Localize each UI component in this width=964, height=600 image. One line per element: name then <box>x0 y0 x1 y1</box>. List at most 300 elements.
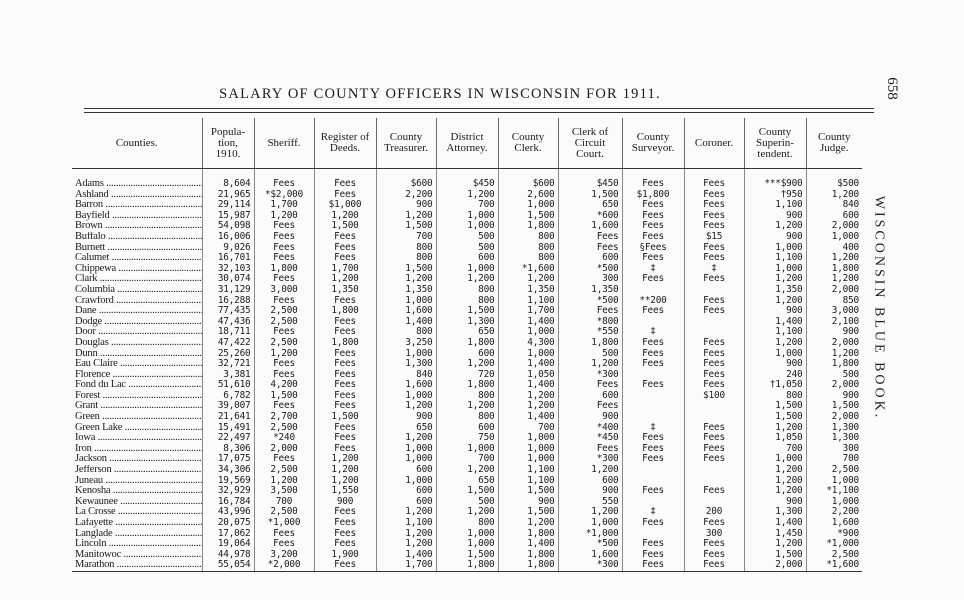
value-cell: 15,491 <box>202 423 254 434</box>
table-row <box>72 274 862 285</box>
value-cell: 1,500 <box>436 550 498 561</box>
value-cell: 2,500 <box>806 550 862 561</box>
column-header: Clerk of Circuit Court. <box>558 118 622 169</box>
value-cell: Fees <box>314 518 376 529</box>
value-cell: 1,100 <box>498 476 558 487</box>
value-cell: 1,400 <box>498 412 558 423</box>
value-cell: Fees <box>684 486 744 497</box>
value-cell: 600 <box>376 465 436 476</box>
value-cell: 800 <box>498 253 558 264</box>
value-cell: 39,007 <box>202 401 254 412</box>
value-cell <box>684 476 744 487</box>
value-cell: 800 <box>376 243 436 254</box>
county-name-cell <box>72 221 202 232</box>
value-cell: 800 <box>436 518 498 529</box>
value-cell: Fees <box>314 349 376 360</box>
value-cell: Fees <box>314 560 376 571</box>
value-cell: 1,000 <box>806 497 862 508</box>
value-cell: 44,978 <box>202 550 254 561</box>
value-cell: 19,569 <box>202 476 254 487</box>
value-cell: *1,600 <box>498 264 558 275</box>
value-cell: 2,200 <box>376 190 436 201</box>
value-cell <box>684 465 744 476</box>
value-cell: Fees <box>622 433 684 444</box>
county-name: Crawford ..... <box>75 296 202 306</box>
county-name: Lafayette ..... <box>75 518 202 528</box>
table-row <box>72 349 862 360</box>
value-cell: 1,550 <box>314 486 376 497</box>
county-name-cell <box>72 274 202 285</box>
value-cell: Fees <box>684 243 744 254</box>
county-name-cell <box>72 169 202 190</box>
value-cell: 1,400 <box>376 550 436 561</box>
value-cell: 1,200 <box>744 423 806 434</box>
value-cell: *400 <box>558 423 622 434</box>
value-cell: 2,500 <box>254 465 314 476</box>
table-row <box>72 338 862 349</box>
value-cell: 900 <box>314 497 376 508</box>
column-header: Sheriff. <box>254 118 314 169</box>
value-cell: 1,000 <box>376 444 436 455</box>
county-name: Adams ..... <box>75 178 202 189</box>
value-cell: 900 <box>558 486 622 497</box>
value-cell: 700 <box>744 444 806 455</box>
column-header: Coroner. <box>684 118 744 169</box>
value-cell: 240 <box>744 370 806 381</box>
value-cell: 1,200 <box>744 296 806 307</box>
value-cell: 1,300 <box>376 359 436 370</box>
value-cell: 1,700 <box>314 264 376 275</box>
value-cell: 1,200 <box>436 359 498 370</box>
value-cell: 1,500 <box>314 221 376 232</box>
value-cell: 1,800 <box>498 221 558 232</box>
county-name-cell <box>72 507 202 518</box>
value-cell: 2,500 <box>254 507 314 518</box>
value-cell: Fees <box>314 401 376 412</box>
value-cell: ‡ <box>622 264 684 275</box>
table-row <box>72 444 862 455</box>
value-cell: 21,965 <box>202 190 254 201</box>
value-cell: 300 <box>684 529 744 540</box>
county-name: Marathon ..... <box>75 560 202 570</box>
value-cell: 500 <box>436 243 498 254</box>
value-cell: 1,500 <box>376 264 436 275</box>
value-cell: 1,400 <box>498 380 558 391</box>
county-name-cell <box>72 401 202 412</box>
table-row <box>72 221 862 232</box>
value-cell: Fees <box>254 296 314 307</box>
value-cell: 600 <box>376 497 436 508</box>
value-cell: 1,000 <box>436 211 498 222</box>
value-cell: 800 <box>498 232 558 243</box>
value-cell: 1,200 <box>558 465 622 476</box>
value-cell: 1,200 <box>436 465 498 476</box>
table-body <box>72 169 862 572</box>
value-cell: Fees <box>314 433 376 444</box>
value-cell: Fees <box>684 274 744 285</box>
table-row <box>72 200 862 211</box>
county-name: Manitowoc ..... <box>75 550 202 560</box>
value-cell <box>684 401 744 412</box>
county-name: Green ..... <box>75 412 202 422</box>
value-cell: 1,600 <box>558 550 622 561</box>
value-cell: 500 <box>806 370 862 381</box>
value-cell: 1,500 <box>498 507 558 518</box>
value-cell: $100 <box>684 391 744 402</box>
county-name-cell <box>72 550 202 561</box>
value-cell: 600 <box>558 391 622 402</box>
table-row <box>72 560 862 571</box>
table-row <box>72 253 862 264</box>
value-cell: 900 <box>744 232 806 243</box>
table-row <box>72 465 862 476</box>
value-cell: 1,400 <box>498 359 558 370</box>
value-cell: 800 <box>376 253 436 264</box>
value-cell: 2,200 <box>806 507 862 518</box>
column-header: Popula-tion, 1910. <box>202 118 254 169</box>
value-cell: 1,450 <box>744 529 806 540</box>
value-cell: $1,000 <box>314 200 376 211</box>
value-cell: 3,500 <box>254 486 314 497</box>
value-cell: 1,500 <box>314 412 376 423</box>
table-row <box>72 476 862 487</box>
value-cell: Fees <box>558 401 622 412</box>
value-cell: 77,435 <box>202 306 254 317</box>
county-name-cell <box>72 317 202 328</box>
value-cell: 650 <box>558 200 622 211</box>
value-cell: 3,200 <box>254 550 314 561</box>
value-cell: Fees <box>684 550 744 561</box>
value-cell: 900 <box>376 200 436 211</box>
value-cell: 1,200 <box>436 190 498 201</box>
value-cell: Fees <box>622 232 684 243</box>
county-name-cell <box>72 296 202 307</box>
value-cell: Fees <box>314 380 376 391</box>
value-cell: 700 <box>376 232 436 243</box>
county-name: Barron ..... <box>75 200 202 210</box>
running-head: WISCONSIN BLUE BOOK. <box>870 195 886 421</box>
table-row <box>72 296 862 307</box>
value-cell: 1,000 <box>436 444 498 455</box>
value-cell: 900 <box>744 359 806 370</box>
value-cell <box>684 497 744 508</box>
county-name-cell <box>72 412 202 423</box>
title-rule-double <box>84 112 874 113</box>
value-cell: Fees <box>622 211 684 222</box>
value-cell: 700 <box>498 423 558 434</box>
value-cell: 2,500 <box>254 317 314 328</box>
value-cell: Fees <box>558 444 622 455</box>
column-header: Counties. <box>72 118 202 169</box>
value-cell: 800 <box>744 391 806 402</box>
value-cell: Fees <box>684 338 744 349</box>
county-name: Douglas ..... <box>75 338 202 348</box>
value-cell: Fees <box>254 359 314 370</box>
value-cell: 3,250 <box>376 338 436 349</box>
value-cell: Fees <box>622 253 684 264</box>
county-name-cell <box>72 476 202 487</box>
value-cell <box>622 497 684 508</box>
value-cell: 1,000 <box>376 454 436 465</box>
value-cell: Fees <box>314 190 376 201</box>
column-header: County Judge. <box>806 118 862 169</box>
value-cell: 1,200 <box>744 221 806 232</box>
county-name: Dunn ..... <box>75 349 202 359</box>
value-cell: 1,600 <box>376 306 436 317</box>
value-cell: 43,996 <box>202 507 254 518</box>
value-cell: 2,500 <box>254 306 314 317</box>
value-cell: 19,064 <box>202 539 254 550</box>
county-name: Eau Claire ..... <box>75 359 202 369</box>
value-cell: 1,300 <box>806 423 862 434</box>
value-cell: 4,300 <box>498 338 558 349</box>
value-cell: 1,800 <box>254 264 314 275</box>
value-cell: Fees <box>314 507 376 518</box>
value-cell: Fees <box>684 560 744 571</box>
value-cell: Fees <box>622 550 684 561</box>
value-cell: 1,000 <box>498 444 558 455</box>
value-cell: Fees <box>314 529 376 540</box>
value-cell: 1,200 <box>744 274 806 285</box>
value-cell: Fees <box>622 444 684 455</box>
value-cell: 600 <box>558 253 622 264</box>
value-cell: *600 <box>558 211 622 222</box>
value-cell: †1,050 <box>744 380 806 391</box>
county-name: Brown ..... <box>75 221 202 231</box>
value-cell: ***$900 <box>744 169 806 190</box>
value-cell: 1,200 <box>314 465 376 476</box>
value-cell: 600 <box>436 423 498 434</box>
value-cell: 1,000 <box>376 296 436 307</box>
value-cell: 8,604 <box>202 169 254 190</box>
value-cell: 1,800 <box>436 338 498 349</box>
value-cell: 1,200 <box>436 507 498 518</box>
value-cell: 900 <box>744 306 806 317</box>
value-cell: 1,700 <box>254 200 314 211</box>
value-cell: Fees <box>314 370 376 381</box>
table-row <box>72 169 862 190</box>
value-cell: 3,000 <box>254 285 314 296</box>
value-cell: 1,350 <box>744 285 806 296</box>
value-cell <box>622 465 684 476</box>
value-cell: Fees <box>622 306 684 317</box>
value-cell: 1,200 <box>314 476 376 487</box>
value-cell: Fees <box>314 253 376 264</box>
value-cell: 25,260 <box>202 349 254 360</box>
table-row <box>72 306 862 317</box>
value-cell: 900 <box>744 497 806 508</box>
county-name: Chippewa ..... <box>75 264 202 274</box>
value-cell: Fees <box>622 338 684 349</box>
value-cell: 1,000 <box>806 476 862 487</box>
value-cell: 1,800 <box>806 359 862 370</box>
county-name-cell <box>72 285 202 296</box>
value-cell: 1,500 <box>744 412 806 423</box>
value-cell: Fees <box>684 359 744 370</box>
value-cell: 34,306 <box>202 465 254 476</box>
value-cell: 1,500 <box>744 550 806 561</box>
value-cell: 1,800 <box>498 529 558 540</box>
value-cell: 1,800 <box>558 338 622 349</box>
value-cell: *1,000 <box>806 539 862 550</box>
county-name: Buffalo ..... <box>75 232 202 242</box>
column-header: County Treasurer. <box>376 118 436 169</box>
value-cell: 16,784 <box>202 497 254 508</box>
value-cell: Fees <box>254 169 314 190</box>
page-title: SALARY OF COUNTY OFFICERS IN WISCONSIN FOR 1911. <box>219 86 661 102</box>
county-name: Langlade ..... <box>75 529 202 539</box>
value-cell: *500 <box>558 296 622 307</box>
value-cell: *500 <box>558 539 622 550</box>
value-cell: ‡ <box>622 423 684 434</box>
value-cell: 1,700 <box>498 306 558 317</box>
value-cell: 700 <box>436 454 498 465</box>
value-cell <box>622 317 684 328</box>
value-cell: Fees <box>558 232 622 243</box>
value-cell: 1,000 <box>498 349 558 360</box>
value-cell: 850 <box>806 296 862 307</box>
value-cell: 1,000 <box>744 264 806 275</box>
value-cell: 1,200 <box>806 253 862 264</box>
value-cell: Fees <box>314 359 376 370</box>
value-cell: *1,100 <box>806 486 862 497</box>
value-cell: 750 <box>436 433 498 444</box>
table-row <box>72 327 862 338</box>
county-name-cell <box>72 306 202 317</box>
value-cell: 16,288 <box>202 296 254 307</box>
value-cell: Fees <box>558 243 622 254</box>
table-row <box>72 550 862 561</box>
table-row <box>72 380 862 391</box>
value-cell: Fees <box>622 359 684 370</box>
value-cell: Fees <box>684 306 744 317</box>
value-cell: Fees <box>622 380 684 391</box>
value-cell: Fees <box>684 349 744 360</box>
value-cell: 1,800 <box>436 560 498 571</box>
value-cell: 8,306 <box>202 444 254 455</box>
county-name: Iowa ..... <box>75 433 202 443</box>
value-cell: 1,200 <box>254 349 314 360</box>
value-cell: Fees <box>314 327 376 338</box>
value-cell: 840 <box>806 200 862 211</box>
value-cell: Fees <box>622 518 684 529</box>
value-cell: 1,200 <box>436 274 498 285</box>
value-cell <box>622 370 684 381</box>
county-name-cell <box>72 264 202 275</box>
value-cell: 600 <box>436 253 498 264</box>
value-cell: 15,987 <box>202 211 254 222</box>
value-cell: Fees <box>254 539 314 550</box>
table-row <box>72 211 862 222</box>
value-cell: 1,200 <box>744 539 806 550</box>
value-cell: Fees <box>622 486 684 497</box>
value-cell: 1,500 <box>436 306 498 317</box>
value-cell: 200 <box>684 507 744 518</box>
value-cell: 1,200 <box>498 401 558 412</box>
value-cell: Fees <box>684 370 744 381</box>
value-cell: Fees <box>684 454 744 465</box>
value-cell: 900 <box>806 327 862 338</box>
value-cell: 22,497 <box>202 433 254 444</box>
value-cell: 1,500 <box>376 221 436 232</box>
value-cell: 17,062 <box>202 529 254 540</box>
value-cell: 1,300 <box>806 433 862 444</box>
column-header: Register of Deeds. <box>314 118 376 169</box>
value-cell: 650 <box>436 476 498 487</box>
value-cell: 2,500 <box>254 423 314 434</box>
title-rule <box>84 108 874 109</box>
value-cell: 1,000 <box>498 433 558 444</box>
value-cell: 1,350 <box>376 285 436 296</box>
value-cell: 1,200 <box>436 401 498 412</box>
value-cell: Fees <box>622 349 684 360</box>
value-cell: 32,103 <box>202 264 254 275</box>
county-name: Lincoln ..... <box>75 539 202 549</box>
value-cell: Fees <box>684 221 744 232</box>
value-cell: 1,000 <box>498 200 558 211</box>
value-cell: Fees <box>254 529 314 540</box>
value-cell: 1,800 <box>498 550 558 561</box>
value-cell: 1,000 <box>436 221 498 232</box>
value-cell: 1,800 <box>806 264 862 275</box>
value-cell: §Fees <box>622 243 684 254</box>
table-row <box>72 539 862 550</box>
value-cell: Fees <box>622 560 684 571</box>
value-cell: 1,050 <box>744 433 806 444</box>
value-cell: 1,800 <box>498 560 558 571</box>
value-cell: 1,350 <box>314 285 376 296</box>
value-cell: 1,100 <box>744 327 806 338</box>
value-cell: ‡ <box>622 507 684 518</box>
value-cell: *300 <box>558 454 622 465</box>
value-cell: 800 <box>436 285 498 296</box>
value-cell: 47,436 <box>202 317 254 328</box>
value-cell: 4,200 <box>254 380 314 391</box>
column-header: County Surveyor. <box>622 118 684 169</box>
value-cell: 1,400 <box>376 317 436 328</box>
value-cell: Fees <box>684 190 744 201</box>
value-cell: 720 <box>436 370 498 381</box>
value-cell: 3,000 <box>806 306 862 317</box>
value-cell: 650 <box>436 327 498 338</box>
value-cell: Fees <box>254 327 314 338</box>
county-name-cell <box>72 327 202 338</box>
value-cell: 1,200 <box>376 274 436 285</box>
value-cell: *550 <box>558 327 622 338</box>
value-cell: 1,400 <box>498 317 558 328</box>
value-cell: 1,000 <box>436 539 498 550</box>
county-name-cell <box>72 486 202 497</box>
value-cell: 1,200 <box>744 486 806 497</box>
value-cell: 840 <box>376 370 436 381</box>
value-cell: 1,800 <box>314 306 376 317</box>
value-cell: 1,350 <box>498 285 558 296</box>
value-cell: $450 <box>558 169 622 190</box>
county-name: Kewaunee ..... <box>75 497 202 507</box>
table-row <box>72 190 862 201</box>
value-cell: 9,026 <box>202 243 254 254</box>
value-cell: **200 <box>622 296 684 307</box>
value-cell: 1,000 <box>498 327 558 338</box>
value-cell: 1,500 <box>744 401 806 412</box>
value-cell: 800 <box>498 243 558 254</box>
value-cell: Fees <box>314 391 376 402</box>
value-cell: ‡ <box>622 327 684 338</box>
table-row <box>72 518 862 529</box>
value-cell: Fees <box>254 243 314 254</box>
value-cell: 3,381 <box>202 370 254 381</box>
value-cell: 600 <box>558 476 622 487</box>
